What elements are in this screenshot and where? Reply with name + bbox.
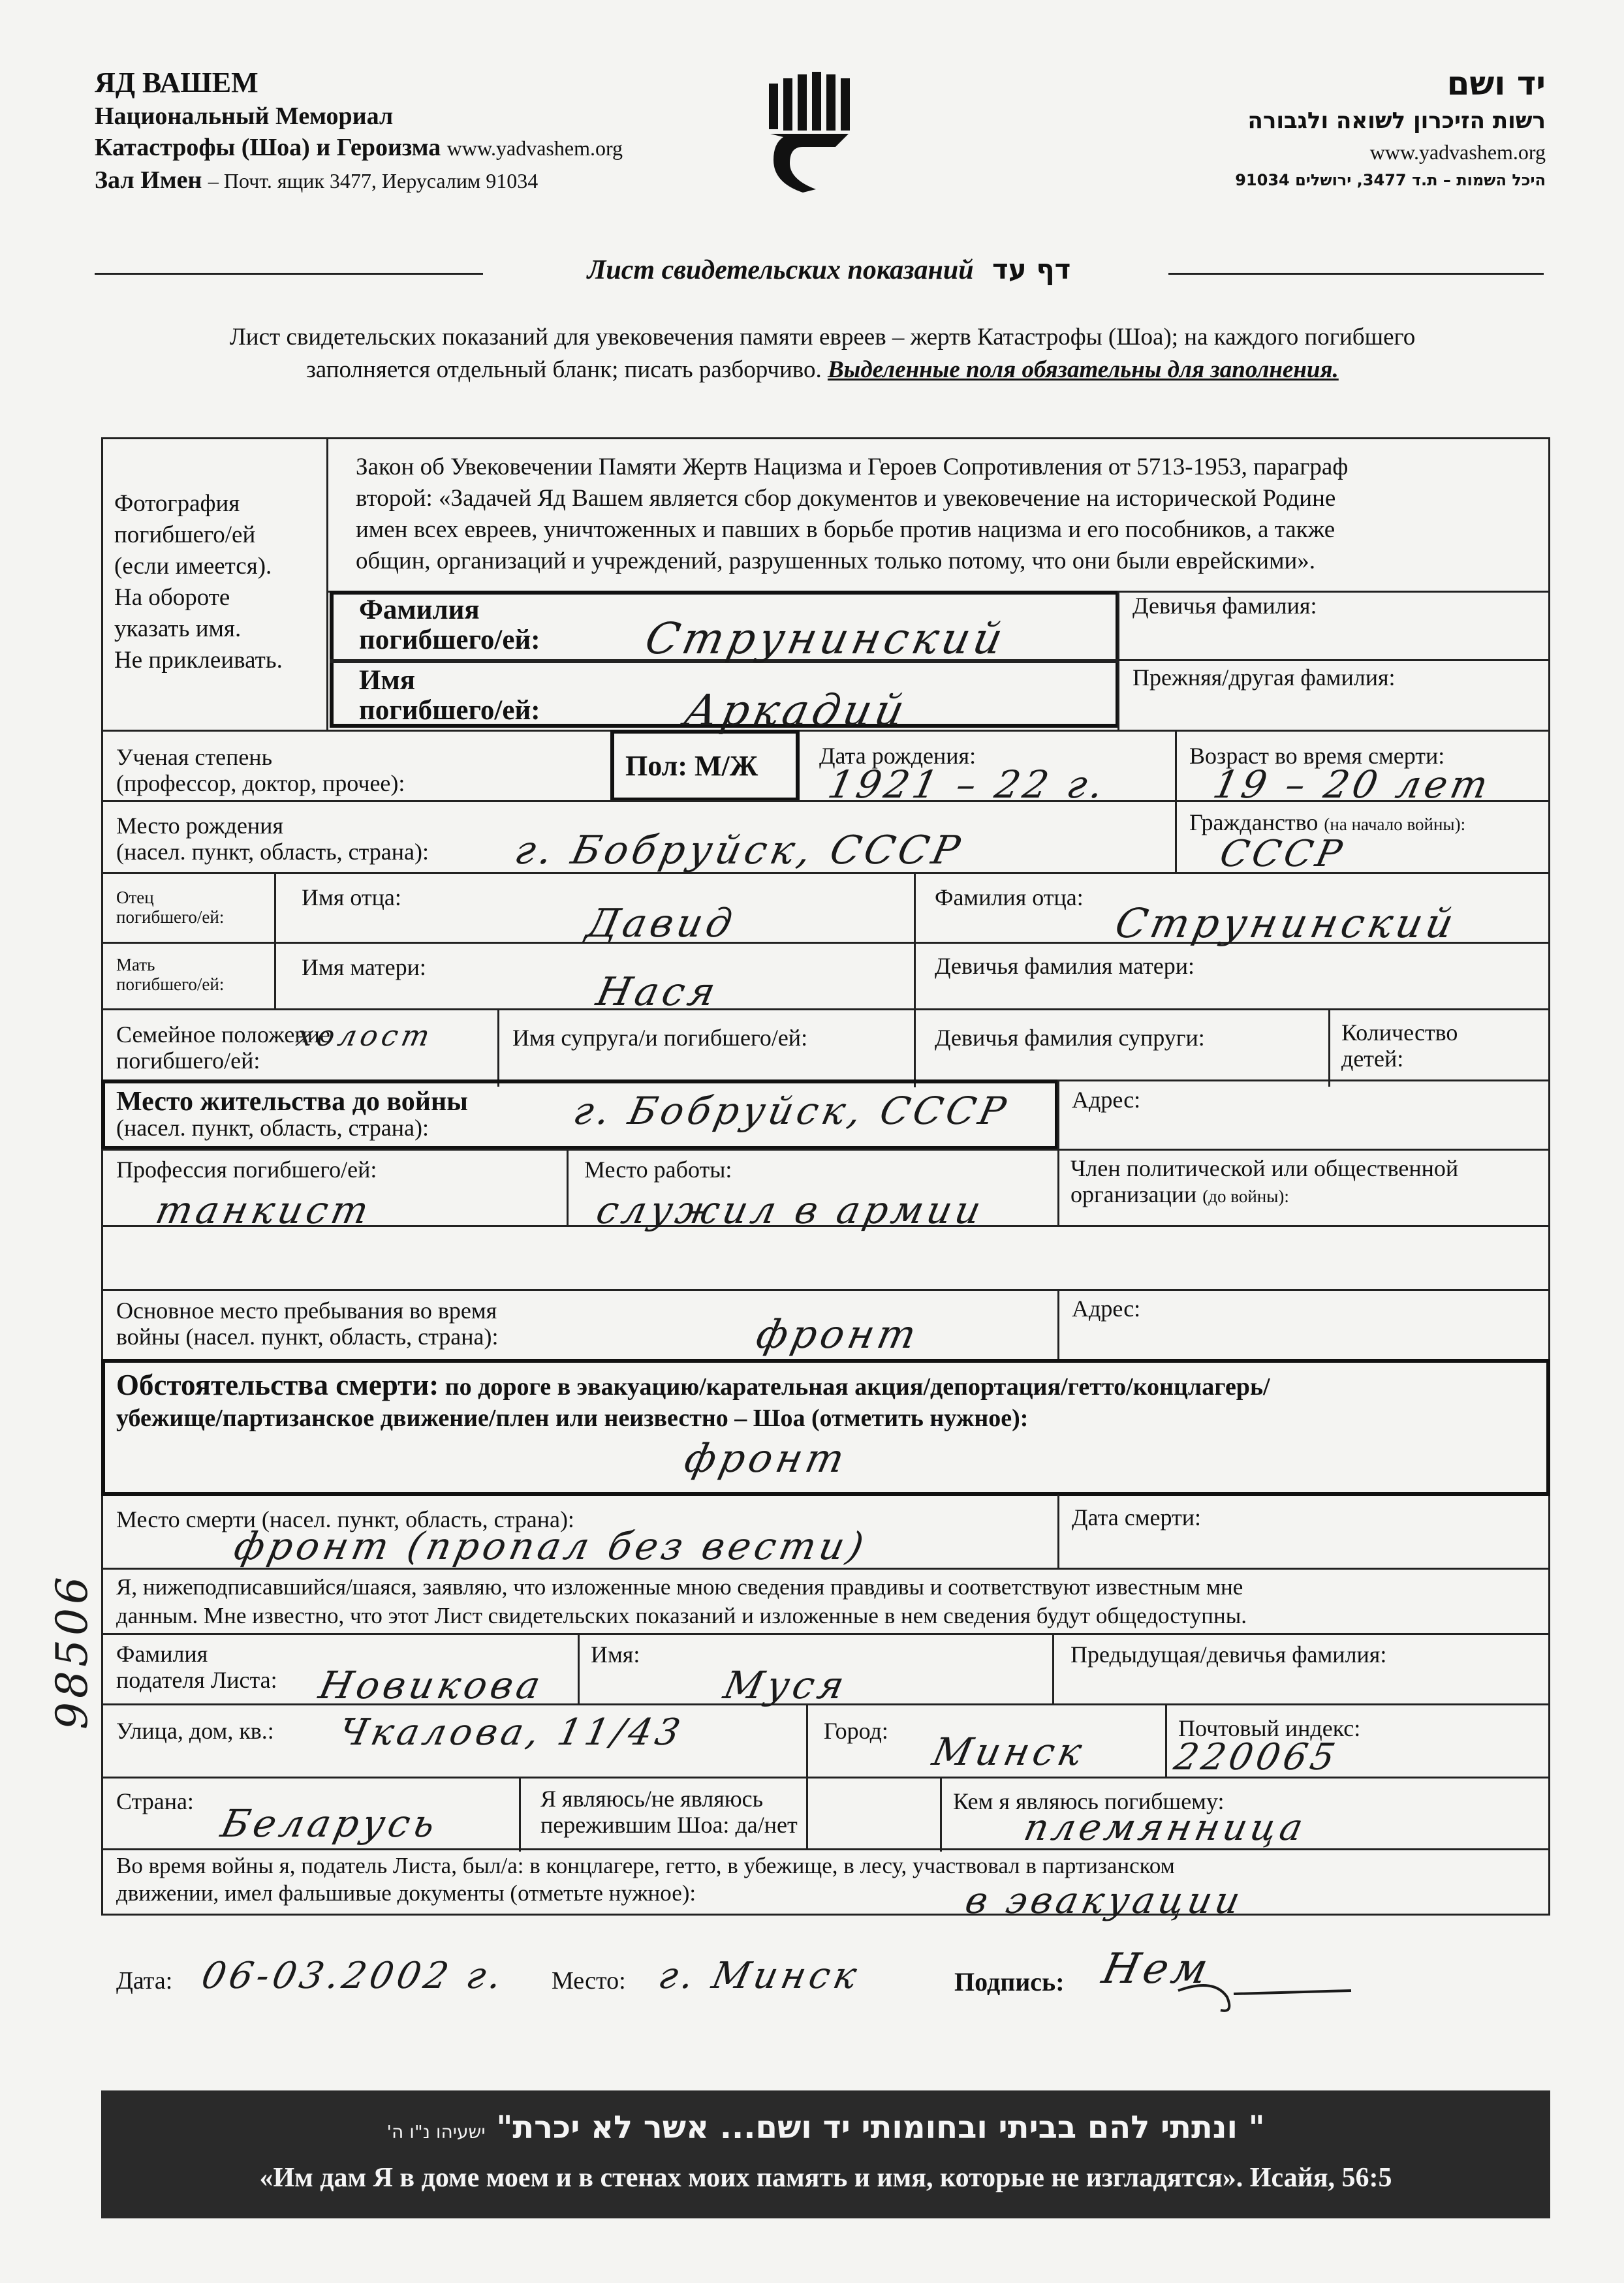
declaration-line2: данным. Мне известно, что этот Лист свидетельских показаний и изложенные в нем сведения будут общедоступны. <box>116 1603 1247 1628</box>
margin-number: 98506 <box>47 1573 97 1730</box>
photo-note-line: Не приклеивать. <box>114 647 283 674</box>
intro-line2-text: заполняется отдельный бланк; писать разборчиво. <box>306 356 822 383</box>
degree-label-2: (профессор, доктор, прочее): <box>116 770 405 796</box>
date-label: Дата: <box>116 1967 173 1995</box>
marital-value[interactable]: холост <box>293 1019 437 1053</box>
law-line: Закон об Увековечении Памяти Жертв Нацизма и Героев Сопротивления от 5713-1953, параграф <box>356 454 1349 480</box>
residence-value[interactable]: г. Бобруйск, СССР <box>569 1089 1014 1133</box>
postcode-label: Почтовый индекс: <box>1178 1715 1361 1741</box>
children-label-1: Количество <box>1341 1019 1458 1046</box>
sex-label[interactable]: Пол: М/Ж <box>625 750 758 782</box>
wartime-value[interactable]: фронт <box>752 1312 924 1358</box>
sub-surname-label-2: подателя Листа: <box>116 1667 277 1693</box>
father-label <box>116 888 224 927</box>
wartime-label-1: Основное место пребывания во время <box>116 1297 497 1324</box>
first-name-value[interactable]: Аркадий <box>679 685 913 736</box>
citizenship-value[interactable]: СССР <box>1216 833 1350 875</box>
survivor-label <box>540 1786 798 1838</box>
citizenship-label-text: Гражданство <box>1189 809 1319 835</box>
form-title-ru: Лист свидетельских показаний <box>587 255 974 285</box>
intro-line2 <box>98 354 1547 386</box>
maiden-label: Девичья фамилия: <box>1132 593 1317 619</box>
relation-label: Кем я являюсь погибшему: <box>953 1788 1225 1814</box>
yad-vashem-logo-icon <box>764 72 862 196</box>
member-label-2: организации <box>1070 1181 1197 1207</box>
citizenship-note: (на начало войны): <box>1324 815 1466 834</box>
law-line: имен всех евреев, уничтоженных и павших в борьбе против нацизма и его пособников, а также <box>356 516 1335 543</box>
photo-note <box>114 488 323 676</box>
mother-label <box>116 955 224 994</box>
circumstances-title: Обстоятельства смерти: <box>116 1369 439 1401</box>
birthplace-label-2: (насел. пункт, область, страна): <box>116 839 429 865</box>
survivor-label-2: пережившим Шоа: <box>540 1812 730 1838</box>
photo-note-line: погибшего/ей <box>114 521 256 548</box>
date-value[interactable]: 06-03.2002 г. <box>198 1955 510 1997</box>
org-line2-he: רשות הזיכרון לשואה ולגבורה <box>1247 108 1546 134</box>
org-address-he: היכל השמות – ת.ד 3477, ירושלים 91034 <box>1235 171 1546 189</box>
signature-label: Подпись: <box>954 1967 1065 1996</box>
profession-label: Профессия погибшего/ей: <box>116 1157 377 1183</box>
survivor-label-1: Я являюсь/не являюсь <box>540 1786 764 1812</box>
street-label: Улица, дом, кв.: <box>116 1718 274 1744</box>
father-label-1: Отец <box>116 888 154 907</box>
father-surname-label: Фамилия отца: <box>935 884 1084 910</box>
intro-required: Выделенные поля обязательны для заполнения. <box>827 356 1339 383</box>
profession-value[interactable]: танкист <box>151 1188 377 1232</box>
spouse-name-label: Имя супруга/и погибшего/ей: <box>512 1025 808 1051</box>
mother-label-1: Мать <box>116 955 155 974</box>
declaration <box>116 1573 1247 1630</box>
org-line4 <box>95 164 747 197</box>
birthplace-value[interactable]: г. Бобруйск, СССР <box>510 828 968 873</box>
father-label-2: погибшего/ей: <box>116 907 225 927</box>
children-label <box>1341 1019 1458 1072</box>
banner-hebrew <box>101 2090 1550 2155</box>
mother-maiden-label: Девичья фамилия матери: <box>935 953 1195 979</box>
postcode-value[interactable]: 220065 <box>1170 1736 1343 1778</box>
age-label: Возраст во время смерти: <box>1189 743 1445 769</box>
org-title-he: יד ושם <box>1446 65 1546 102</box>
title-rule-right <box>1168 273 1544 275</box>
surname-label-1: Фамилия <box>359 595 480 625</box>
country-value[interactable]: Беларусь <box>217 1801 443 1846</box>
form-title <box>516 253 1142 286</box>
father-name-label: Имя отца: <box>302 884 401 910</box>
country-label: Страна: <box>116 1788 194 1814</box>
banner-russian: «Им дам Я в доме моем и в стенах моих память и имя, которые не изгладятся». Исайя, 56:5 <box>259 2163 1392 2193</box>
survivor-options[interactable]: да/нет <box>735 1812 798 1838</box>
mother-name-value[interactable]: Нася <box>592 969 723 1015</box>
org-line3 <box>95 132 747 164</box>
header-left <box>95 65 747 197</box>
first-name-label <box>359 666 540 726</box>
mother-label-2: погибшего/ей: <box>116 974 225 994</box>
birthplace-label <box>116 813 429 865</box>
circumstances-options-1: по дороге в эвакуацию/карательная акция/депортация/гетто/концлагерь/ <box>445 1373 1270 1401</box>
father-name-value[interactable]: Давид <box>582 901 740 946</box>
first-name-label-1: Имя <box>359 665 415 696</box>
residence-label <box>116 1089 468 1141</box>
sub-name-value[interactable]: Муся <box>719 1663 852 1707</box>
surname-label-2: погибшего/ей: <box>359 625 540 655</box>
sub-surname-value[interactable]: Новикова <box>315 1663 548 1707</box>
quote-banner <box>101 2090 1550 2218</box>
signature-stroke <box>1175 1971 1358 2017</box>
surname-label <box>359 595 540 655</box>
sub-prev-label: Предыдущая/девичья фамилия: <box>1070 1641 1387 1668</box>
death-date-label: Дата смерти: <box>1072 1504 1202 1530</box>
dob-label: Дата рождения: <box>819 743 976 769</box>
marital-label-1: Семейное положение <box>116 1021 330 1048</box>
children-label-2: детей: <box>1341 1046 1404 1072</box>
org-hall: Зал Имен <box>95 166 202 194</box>
law-line: общин, организаций и учреждений, разрушенных только потому, что они были еврейскими». <box>356 548 1316 574</box>
age-value[interactable]: 19 – 20 лет <box>1209 762 1496 807</box>
title-rule-left <box>95 273 483 275</box>
photo-note-line: (если имеется). <box>114 553 272 580</box>
workplace-label: Место работы: <box>584 1157 732 1183</box>
circumstances-label <box>116 1369 1539 1434</box>
marital-label-2: погибшего/ей: <box>116 1048 260 1074</box>
first-name-label-2: погибшего/ей: <box>359 695 540 726</box>
wartime-sub-line2: движении, имел фальшивые документы (отметьте нужное): <box>116 1880 696 1906</box>
wartime-sub-value[interactable]: в эвакуации <box>961 1880 1248 1922</box>
death-place-label: Место смерти (насел. пункт, область, страна): <box>116 1506 574 1532</box>
form-title-he: דף עד <box>992 253 1071 285</box>
circumstances-value[interactable]: фронт <box>680 1436 852 1482</box>
signature-value[interactable]: Нем <box>1098 1945 1216 1993</box>
street-value[interactable]: Чкалова, 11/43 <box>335 1711 688 1754</box>
prev-surname-label: Прежняя/другая фамилия: <box>1132 664 1396 691</box>
declaration-line1: Я, нижеподписавшийся/шаяся, заявляю, что изложенные мною сведения правдивы и соответствуют известным мне <box>116 1574 1243 1600</box>
degree-label <box>116 744 405 796</box>
dob-value[interactable]: 1921 – 22 г. <box>824 762 1112 807</box>
father-surname-value[interactable]: Струнинский <box>1111 899 1461 947</box>
intro-text <box>98 321 1547 386</box>
photo-note-line: указать имя. <box>114 615 242 642</box>
org-url: www.yadvashem.org <box>446 136 623 160</box>
law-text <box>356 452 1544 577</box>
mother-name-label: Имя матери: <box>302 954 426 980</box>
birthplace-label-1: Место рождения <box>116 813 284 839</box>
wartime-label <box>116 1297 499 1350</box>
banner-hebrew-ref: ישעיהו נ"ו ה' <box>386 2121 486 2143</box>
place-label: Место: <box>552 1967 626 1995</box>
workplace-value[interactable]: служил в армии <box>592 1188 989 1232</box>
degree-label-1: Ученая степень <box>116 744 272 770</box>
photo-note-line: На обороте <box>114 584 230 611</box>
death-place-value[interactable]: фронт (пропал без вести) <box>230 1524 871 1568</box>
sub-surname-label <box>116 1641 277 1693</box>
residence-label-2: (насел. пункт, область, страна): <box>116 1115 429 1141</box>
photo-note-line: Фотография <box>114 490 240 517</box>
intro-line1: Лист свидетельских показаний для увековечения памяти евреев – жертв Катастрофы (Шоа); на каждого погибшего <box>229 324 1416 350</box>
circumstances-options-2: убежище/партизанское движение/плен или неизвестно – Шоа (отметить нужное): <box>116 1405 1029 1432</box>
city-label: Город: <box>824 1718 888 1744</box>
org-line3-text: Катастрофы (Шоа) и Героизма <box>95 134 441 161</box>
residence-address-label: Адрес: <box>1072 1087 1141 1113</box>
residence-label-1: Место жительства до войны <box>116 1087 468 1117</box>
relation-value[interactable]: племянница <box>1020 1807 1311 1849</box>
place-value[interactable]: г. Минск <box>655 1955 864 1997</box>
org-title: ЯД ВАШЕМ <box>95 67 258 99</box>
org-url-he: www.yadvashem.org <box>1369 140 1546 164</box>
org-address: – Почт. ящик 3477, Иерусалим 91034 <box>208 169 539 193</box>
banner-hebrew-text: " ונתתי להם בביתי ובחומותי יד ושם... אשר לא יכרת" <box>496 2109 1265 2146</box>
surname-value[interactable]: Струнинский <box>640 613 1011 664</box>
sub-surname-label-1: Фамилия <box>116 1641 208 1667</box>
org-line2: Национальный Мемориал <box>95 102 394 130</box>
wartime-label-2: войны (насел. пункт, область, страна): <box>116 1324 499 1350</box>
member-label <box>1070 1155 1458 1209</box>
sub-name-label: Имя: <box>591 1641 640 1668</box>
member-label-1: Член политической или общественной <box>1070 1155 1459 1181</box>
wartime-sub-line1: Во время войны я, податель Листа, был/а: в концлагере, гетто, в убежище, в лесу, участвовал в партизанском <box>116 1853 1175 1878</box>
spouse-maiden-label: Девичья фамилия супруги: <box>935 1025 1205 1051</box>
law-line: второй: «Задачей Яд Вашем является сбор документов и увековечение на исторической Родине <box>356 485 1336 512</box>
city-value[interactable]: Минск <box>928 1730 1090 1774</box>
wartime-address-label: Адрес: <box>1072 1296 1141 1322</box>
header-right <box>958 63 1546 193</box>
member-note: (до войны): <box>1202 1187 1289 1206</box>
